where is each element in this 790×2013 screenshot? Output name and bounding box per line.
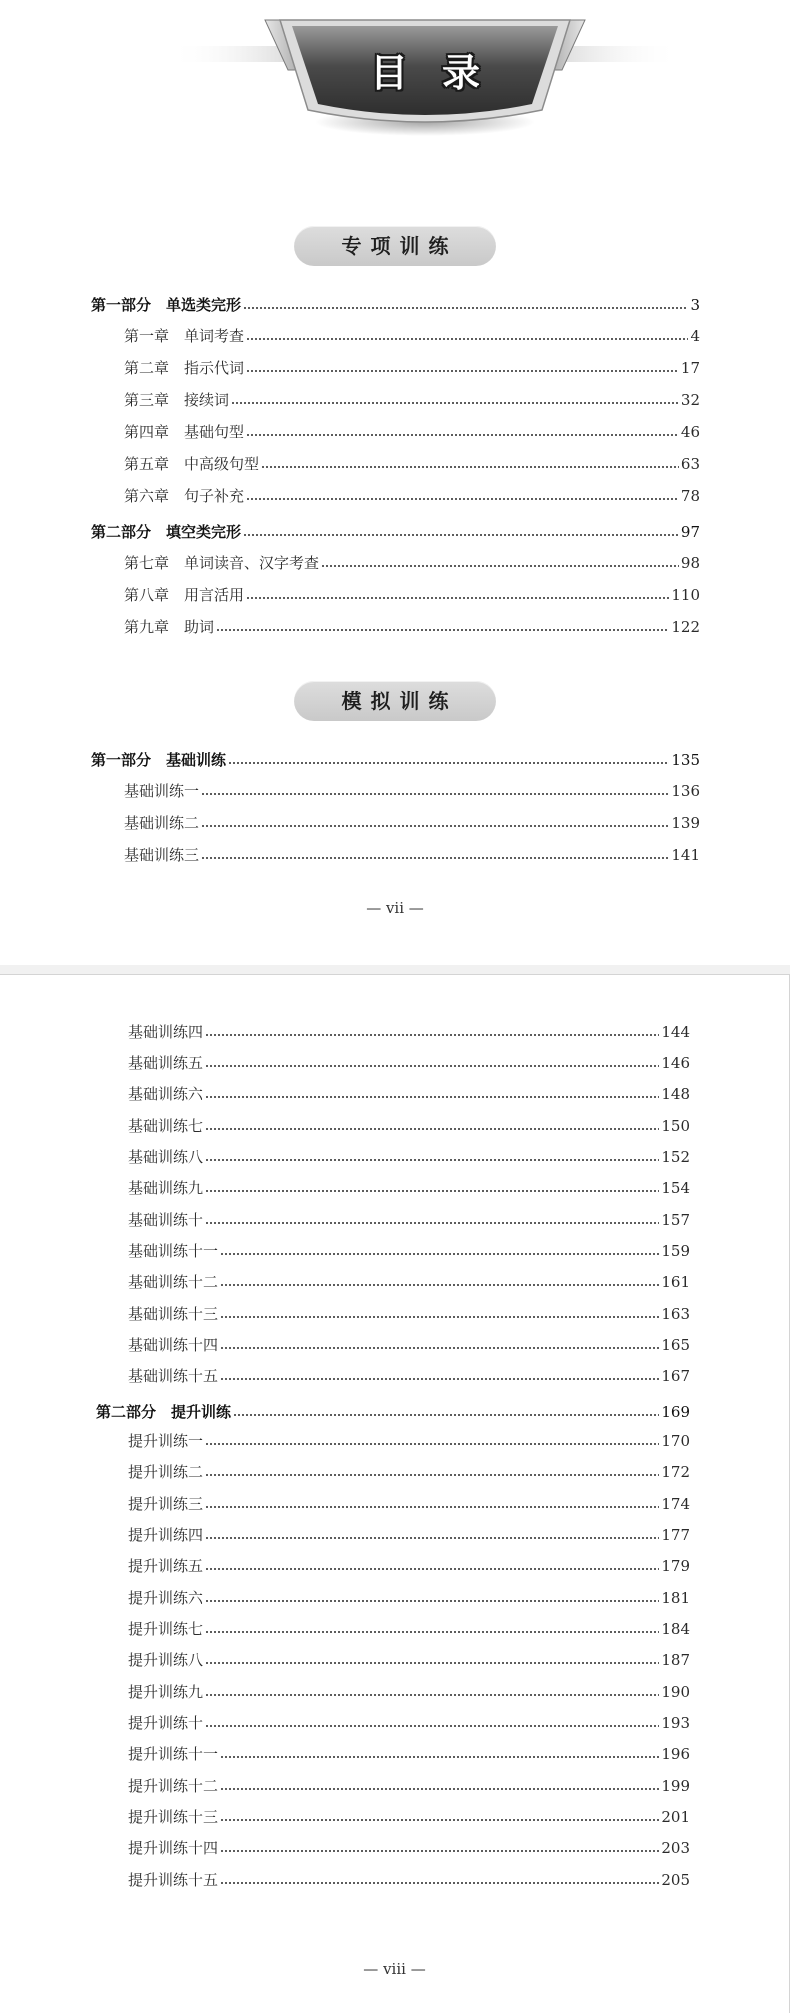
toc-entry-label: 第二部分 提升训练 — [96, 1403, 232, 1421]
dot-leader — [246, 369, 679, 373]
dot-leader — [201, 824, 669, 828]
toc-page-number: 141 — [671, 846, 700, 864]
dot-leader — [246, 497, 679, 501]
toc-entry-label: 基础训练二 — [124, 814, 200, 832]
dot-leader — [228, 761, 669, 765]
dot-leader — [231, 401, 679, 405]
toc-chapter-entry[interactable] — [128, 1209, 690, 1231]
dot-leader — [205, 1189, 659, 1193]
toc-page-number: 201 — [661, 1808, 690, 1826]
toc-entry-label: 提升训练九 — [128, 1683, 204, 1701]
toc-entry-label: 基础训练十三 — [128, 1305, 219, 1323]
toc-page-number: 167 — [661, 1367, 690, 1385]
toc-part-entry[interactable] — [96, 1401, 690, 1423]
toc-chapter-entry[interactable] — [124, 421, 700, 443]
toc-entry-label: 提升训练三 — [128, 1495, 204, 1513]
dot-leader — [220, 1787, 659, 1791]
dot-leader — [205, 1693, 659, 1697]
toc-entry-label: 第一部分 单选类完形 — [91, 296, 242, 314]
dot-leader — [220, 1881, 659, 1885]
toc-page-viii — [0, 974, 790, 2013]
toc-page-number: 4 — [690, 327, 700, 345]
toc-entry-label: 第四章 基础句型 — [124, 423, 245, 441]
toc-page-number: 122 — [671, 618, 700, 636]
toc-chapter-entry[interactable] — [128, 1775, 690, 1797]
toc-page-number: 146 — [661, 1054, 690, 1072]
page-folio: — viii — — [363, 1960, 426, 1978]
toc-page-number: 174 — [661, 1495, 690, 1513]
toc-part-entry[interactable] — [91, 294, 700, 316]
toc-chapter-entry[interactable] — [128, 1115, 690, 1137]
toc-chapter-entry[interactable] — [128, 1869, 690, 1891]
toc-entry-label: 基础训练四 — [128, 1023, 204, 1041]
toc-entry-label: 基础训练十一 — [128, 1242, 219, 1260]
toc-part-entry[interactable] — [91, 749, 700, 771]
toc-page-number: 78 — [680, 487, 700, 505]
dot-leader — [220, 1315, 659, 1319]
toc-entry-label: 提升训练十五 — [128, 1871, 219, 1889]
toc-part-entry[interactable] — [91, 521, 700, 543]
toc-entry-label: 提升训练十四 — [128, 1839, 219, 1857]
dot-leader — [216, 628, 669, 632]
toc-chapter-entry[interactable] — [128, 1240, 690, 1262]
dot-leader — [205, 1567, 659, 1571]
toc-chapter-entry[interactable] — [128, 1303, 690, 1325]
dot-leader — [243, 306, 688, 310]
dot-leader — [246, 337, 688, 341]
toc-chapter-entry[interactable] — [128, 1524, 690, 1546]
dot-leader — [205, 1158, 659, 1162]
toc-chapter-entry[interactable] — [128, 1177, 690, 1199]
dot-leader — [220, 1755, 659, 1759]
toc-entry-label: 提升训练十一 — [128, 1745, 219, 1763]
dot-leader — [220, 1283, 659, 1287]
toc-page-number: 165 — [661, 1336, 690, 1354]
dot-leader — [220, 1849, 659, 1853]
toc-chapter-entry[interactable] — [128, 1587, 690, 1609]
toc-entry-label: 提升训练五 — [128, 1557, 204, 1575]
toc-chapter-entry[interactable] — [128, 1837, 690, 1859]
toc-entry-label: 基础训练八 — [128, 1148, 204, 1166]
toc-page-number: 199 — [661, 1777, 690, 1795]
toc-chapter-entry[interactable] — [128, 1430, 690, 1452]
dot-leader — [205, 1661, 659, 1665]
toc-page-number: 169 — [661, 1403, 690, 1421]
toc-entry-label: 基础训练一 — [124, 782, 200, 800]
toc-entry-label: 提升训练八 — [128, 1651, 204, 1669]
toc-page-number: 184 — [661, 1620, 690, 1638]
toc-chapter-entry[interactable] — [124, 812, 700, 834]
toc-chapter-entry[interactable] — [128, 1555, 690, 1577]
toc-entry-label: 基础训练七 — [128, 1117, 204, 1135]
toc-chapter-entry[interactable] — [128, 1365, 690, 1387]
toc-chapter-entry[interactable] — [128, 1712, 690, 1734]
dot-leader — [243, 533, 679, 537]
toc-page-number: 97 — [680, 523, 700, 541]
toc-page-number: 154 — [661, 1179, 690, 1197]
dot-leader — [246, 433, 679, 437]
toc-page-number: 172 — [661, 1463, 690, 1481]
section-heading-mock-training: 模拟训练 — [294, 681, 496, 721]
dot-leader — [205, 1095, 659, 1099]
dot-leader — [201, 792, 669, 796]
toc-entry-label: 提升训练十 — [128, 1714, 204, 1732]
toc-chapter-entry[interactable] — [128, 1743, 690, 1765]
toc-page-number: 136 — [671, 782, 700, 800]
dot-leader — [205, 1599, 659, 1603]
toc-page-number: 205 — [661, 1871, 690, 1889]
toc-page-number: 161 — [661, 1273, 690, 1291]
dot-leader — [205, 1221, 659, 1225]
dot-leader — [205, 1630, 659, 1634]
toc-page-number: 17 — [680, 359, 700, 377]
dot-leader — [261, 465, 679, 469]
toc-entry-label: 第七章 单词读音、汉字考查 — [124, 554, 320, 572]
toc-page-number: 32 — [680, 391, 700, 409]
toc-entry-label: 提升训练一 — [128, 1432, 204, 1450]
toc-entry-label: 基础训练九 — [128, 1179, 204, 1197]
toc-chapter-entry[interactable] — [124, 616, 700, 638]
contents-title: 目录 — [369, 51, 514, 95]
toc-entry-label: 第三章 接续词 — [124, 391, 230, 409]
toc-entry-label: 第五章 中高级句型 — [124, 455, 260, 473]
dot-leader — [220, 1377, 659, 1381]
toc-chapter-entry[interactable] — [128, 1083, 690, 1105]
dot-leader — [201, 856, 669, 860]
toc-chapter-entry[interactable] — [124, 485, 700, 507]
toc-entry-label: 第二部分 填空类完形 — [91, 523, 242, 541]
dot-leader — [205, 1536, 659, 1540]
toc-page-number: 203 — [661, 1839, 690, 1857]
toc-page-number: 179 — [661, 1557, 690, 1575]
toc-page-number: 144 — [661, 1023, 690, 1041]
toc-chapter-entry[interactable] — [128, 1618, 690, 1640]
toc-chapter-entry[interactable] — [128, 1493, 690, 1515]
toc-chapter-entry[interactable] — [128, 1461, 690, 1483]
toc-page-number: 196 — [661, 1745, 690, 1763]
contents-banner — [170, 0, 680, 140]
dot-leader — [321, 564, 679, 568]
section-heading-special-training: 专项训练 — [294, 226, 496, 266]
toc-page-number: 3 — [690, 296, 700, 314]
toc-chapter-entry[interactable] — [124, 389, 700, 411]
toc-page-number: 152 — [661, 1148, 690, 1166]
toc-entry-label: 第二章 指示代词 — [124, 359, 245, 377]
toc-page-number: 135 — [671, 751, 700, 769]
toc-entry-label: 提升训练十二 — [128, 1777, 219, 1795]
toc-entry-label: 第一章 单词考查 — [124, 327, 245, 345]
toc-page-number: 139 — [671, 814, 700, 832]
toc-entry-label: 提升训练六 — [128, 1589, 204, 1607]
toc-chapter-entry[interactable] — [128, 1649, 690, 1671]
toc-chapter-entry[interactable] — [124, 780, 700, 802]
toc-page-number: 148 — [661, 1085, 690, 1103]
dot-leader — [220, 1252, 659, 1256]
toc-page-number: 163 — [661, 1305, 690, 1323]
toc-chapter-entry[interactable] — [128, 1334, 690, 1356]
toc-page-number: 187 — [661, 1651, 690, 1669]
dot-leader — [246, 596, 669, 600]
toc-page-number: 46 — [680, 423, 700, 441]
dot-leader — [205, 1724, 659, 1728]
toc-entry-label: 第八章 用言活用 — [124, 586, 245, 604]
toc-entry-label: 基础训练十五 — [128, 1367, 219, 1385]
toc-page-number: 190 — [661, 1683, 690, 1701]
toc-chapter-entry[interactable] — [124, 453, 700, 475]
toc-entry-label: 第六章 句子补充 — [124, 487, 245, 505]
toc-chapter-entry[interactable] — [128, 1052, 690, 1074]
dot-leader — [205, 1064, 659, 1068]
toc-page-number: 157 — [661, 1211, 690, 1229]
toc-page-number: 181 — [661, 1589, 690, 1607]
toc-chapter-entry[interactable] — [124, 844, 700, 866]
dot-leader — [220, 1818, 659, 1822]
toc-page-number: 110 — [671, 586, 700, 604]
dot-leader — [205, 1473, 659, 1477]
toc-page-number: 63 — [680, 455, 700, 473]
toc-entry-label: 第一部分 基础训练 — [91, 751, 227, 769]
toc-entry-label: 基础训练十四 — [128, 1336, 219, 1354]
dot-leader — [205, 1033, 659, 1037]
toc-chapter-entry[interactable] — [124, 357, 700, 379]
dot-leader — [205, 1127, 659, 1131]
dot-leader — [205, 1442, 659, 1446]
toc-chapter-entry[interactable] — [128, 1681, 690, 1703]
toc-chapter-entry[interactable] — [128, 1021, 690, 1043]
toc-entry-label: 提升训练四 — [128, 1526, 204, 1544]
toc-page-vii — [0, 0, 790, 965]
toc-entry-label: 基础训练十二 — [128, 1273, 219, 1291]
toc-entry-label: 提升训练十三 — [128, 1808, 219, 1826]
toc-page-number: 170 — [661, 1432, 690, 1450]
toc-entry-label: 提升训练二 — [128, 1463, 204, 1481]
toc-entry-label: 基础训练三 — [124, 846, 200, 864]
toc-page-number: 98 — [680, 554, 700, 572]
toc-entry-label: 基础训练十 — [128, 1211, 204, 1229]
dot-leader — [220, 1346, 659, 1350]
toc-chapter-entry[interactable] — [128, 1146, 690, 1168]
toc-chapter-entry[interactable] — [128, 1271, 690, 1293]
page-folio: — vii — — [366, 899, 424, 917]
toc-entry-label: 提升训练七 — [128, 1620, 204, 1638]
toc-chapter-entry[interactable] — [128, 1806, 690, 1828]
dot-leader — [233, 1413, 659, 1417]
toc-chapter-entry[interactable] — [124, 325, 700, 347]
toc-entry-label: 基础训练六 — [128, 1085, 204, 1103]
toc-chapter-entry[interactable] — [124, 584, 700, 606]
toc-entry-label: 基础训练五 — [128, 1054, 204, 1072]
dot-leader — [205, 1505, 659, 1509]
toc-page-number: 159 — [661, 1242, 690, 1260]
toc-page-number: 177 — [661, 1526, 690, 1544]
toc-entry-label: 第九章 助词 — [124, 618, 215, 636]
toc-chapter-entry[interactable] — [124, 552, 700, 574]
toc-page-number: 150 — [661, 1117, 690, 1135]
toc-page-number: 193 — [661, 1714, 690, 1732]
